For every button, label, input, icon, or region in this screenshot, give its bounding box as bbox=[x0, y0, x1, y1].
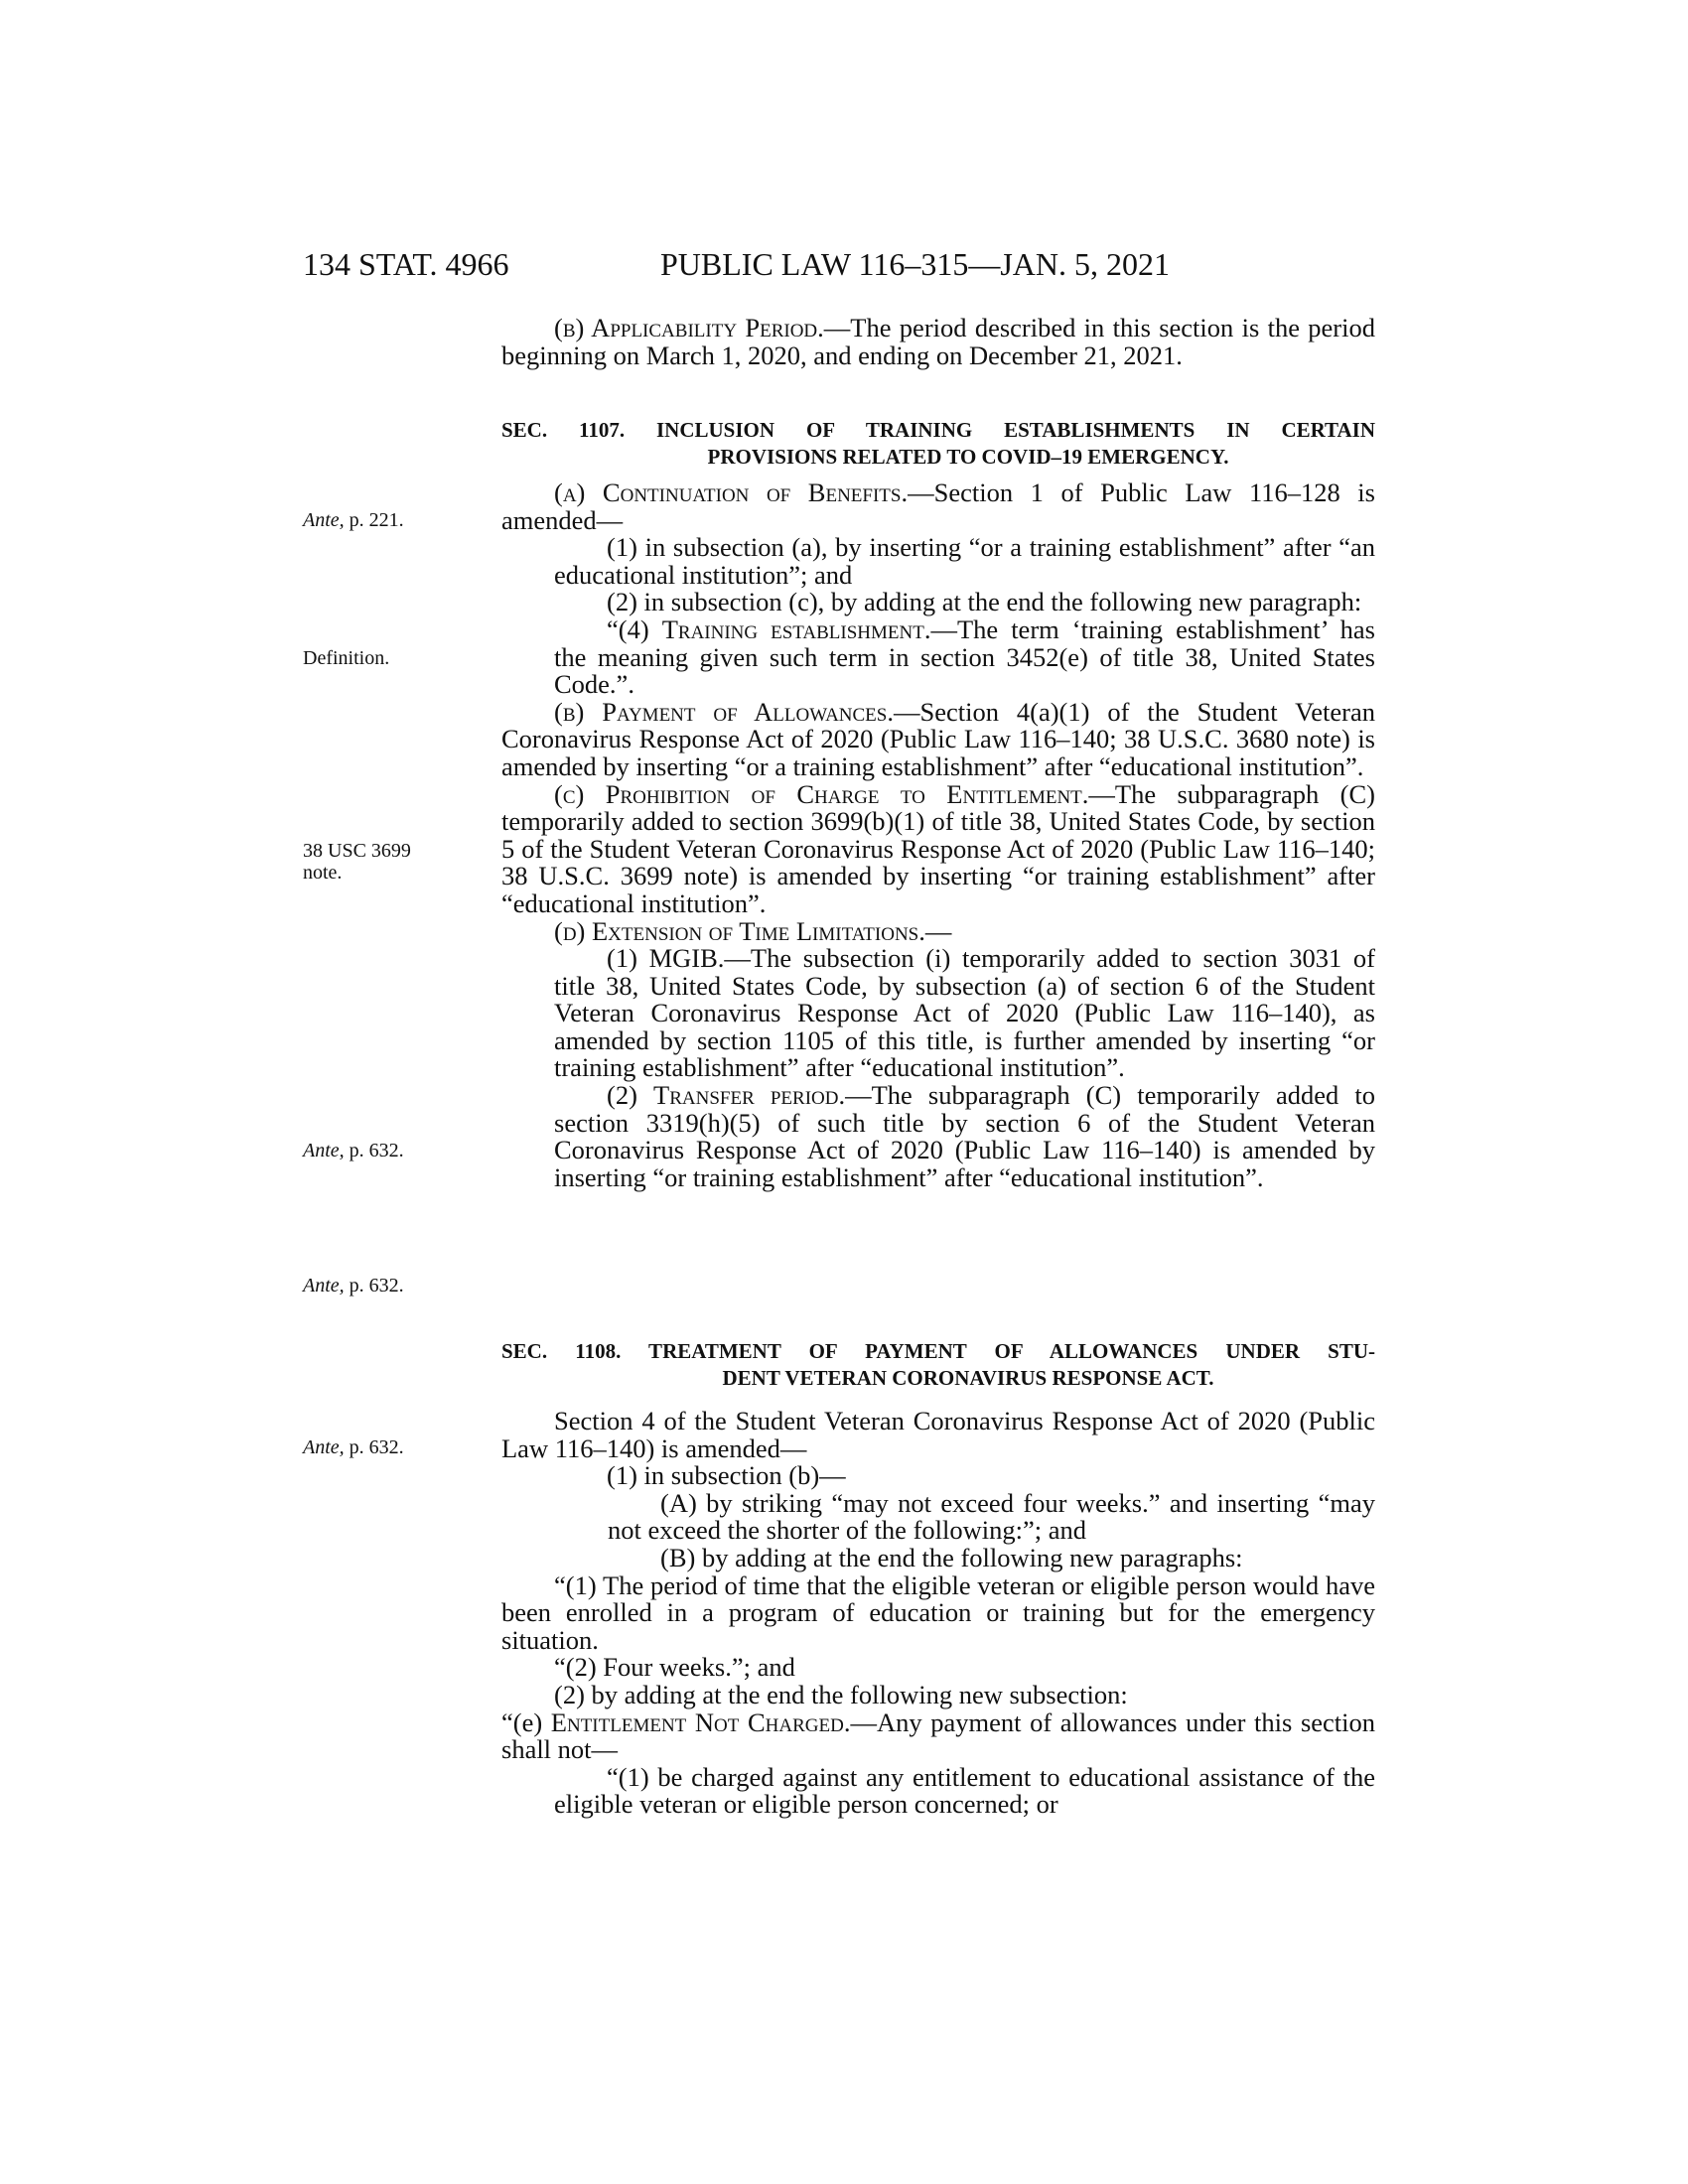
paragraph-d1: (1) MGIB.—The subsection (i) temporarily added to section 3031 of title 38, United States Code, by subsection (a) of section 6 of the Student Veteran Coronavirus Response Act of 2020 (Public Law 116–140), as amended by section 1105 of this title, is further amended by inserting “or training establishment” after “educational institution”. bbox=[554, 943, 1375, 1083]
section-1107-heading: SEC. 1107. INCLUSION OF TRAINING ESTABLISHMENTS IN CERTAIN PROVISIONS RELATED TO COVID–19 EMERGENCY. bbox=[501, 418, 1375, 469]
subsection-a-continuation: (a) Continuation of Benefits.—Section 1 of Public Law 116–128 is amended— bbox=[501, 478, 1375, 535]
subsection-e-entitlement: “(e) Entitlement Not Charged.—Any payment of allowances under this section shall not— bbox=[501, 1706, 1376, 1765]
main-text-column bbox=[501, 315, 1375, 369]
subparagraph-1B: (B) by adding at the end the following new paragraphs: bbox=[660, 1542, 1243, 1572]
margin-note-ante-632: Ante, p. 632. bbox=[303, 1140, 404, 1161]
new-paragraph-4: “(4) Training establishment.—The term ‘training establishment’ has the meaning given such term in section 3452(e) of title 38, United States Code.”. bbox=[554, 614, 1376, 700]
page-title: PUBLIC LAW 116–315—JAN. 5, 2021 bbox=[660, 246, 1170, 282]
paragraph-1: (1) in subsection (b)— bbox=[607, 1460, 846, 1491]
paragraph-d2: (2) Transfer period.—The subparagraph (C) temporarily added to section 3319(h)(5) of such title by section 6 of the Student Veteran Coronavirus Response Act of 2020 (Public Law 116–140) is amended by inserting “or training establishment” after “educational institution”. bbox=[554, 1080, 1375, 1192]
margin-note-38-usc-3699: 38 USC 3699 note. bbox=[303, 840, 411, 884]
section-1108-heading: SEC. 1108. TREATMENT OF PAYMENT OF ALLOWANCES UNDER STU- DENT VETERAN CORONAVIRUS RESPONSE ACT. bbox=[501, 1339, 1375, 1390]
subsection-b-payment: (b) Payment of Allowances.—Section 4(a)(1) of the Student Veteran Coronavirus Response Act of 2020 (Public Law 116–140; 38 U.S.C. 3680 note) is amended by inserting “or a training establishment” after “educational institution”. bbox=[501, 696, 1375, 781]
section-4-intro: Section 4 of the Student Veteran Coronavirus Response Act of 2020 (Public Law 116–140) is amended— bbox=[501, 1406, 1375, 1463]
subsection-c-prohibition: (c) Prohibition of Charge to Entitlement.—The subparagraph (C) temporarily added to section 3699(b)(1) of title 38, United States Code, by section 5 of the Student Veteran Coronavirus Response Act of 2020 (Public Law 116–140; 38 U.S.C. 3699 note) is amended by inserting “or training establishment” after “educational institution”. bbox=[501, 778, 1375, 918]
quoted-paragraph-1: “(1) The period of time that the eligible veteran or eligible person would have been enrolled in a program of education or training but for the emergency situation. bbox=[501, 1570, 1375, 1655]
subsection-b-applicability-period: (b) Applicability Period.—The period described in this section is the period beginning on March 1, 2020, and ending on December 21, 2021. bbox=[501, 313, 1375, 370]
section-1108-body bbox=[501, 1408, 1375, 1819]
margin-note-definition: Definition. bbox=[303, 647, 390, 669]
margin-note-ante-632: Ante, p. 632. bbox=[303, 1436, 404, 1458]
quoted-paragraph-2: “(2) Four weeks.”; and bbox=[554, 1652, 795, 1683]
page-number: 134 STAT. 4966 bbox=[303, 246, 509, 282]
subsection-e-paragraph-1: “(1) be charged against any entitlement to educational assistance of the eligible veteran or eligible person concerned; or bbox=[554, 1761, 1375, 1820]
subparagraph-1A: (A) by striking “may not exceed four weeks.” and inserting “may not exceed the shorter of the following:”; and bbox=[608, 1487, 1375, 1546]
paragraph-2: (2) by adding at the end the following new subsection: bbox=[554, 1679, 1128, 1709]
margin-note-ante-632: Ante, p. 632. bbox=[303, 1275, 404, 1297]
section-1107-body bbox=[501, 479, 1375, 1191]
margin-note-ante-221: Ante, p. 221. bbox=[303, 509, 404, 531]
paragraph-a1: (1) in subsection (a), by inserting “or a training establishment” after “an educational institution”; and bbox=[554, 532, 1375, 590]
paragraph-a2: (2) in subsection (c), by adding at the end the following new paragraph: bbox=[607, 587, 1362, 617]
subsection-d-extension: (d) Extension of Time Limitations.— bbox=[554, 915, 952, 946]
